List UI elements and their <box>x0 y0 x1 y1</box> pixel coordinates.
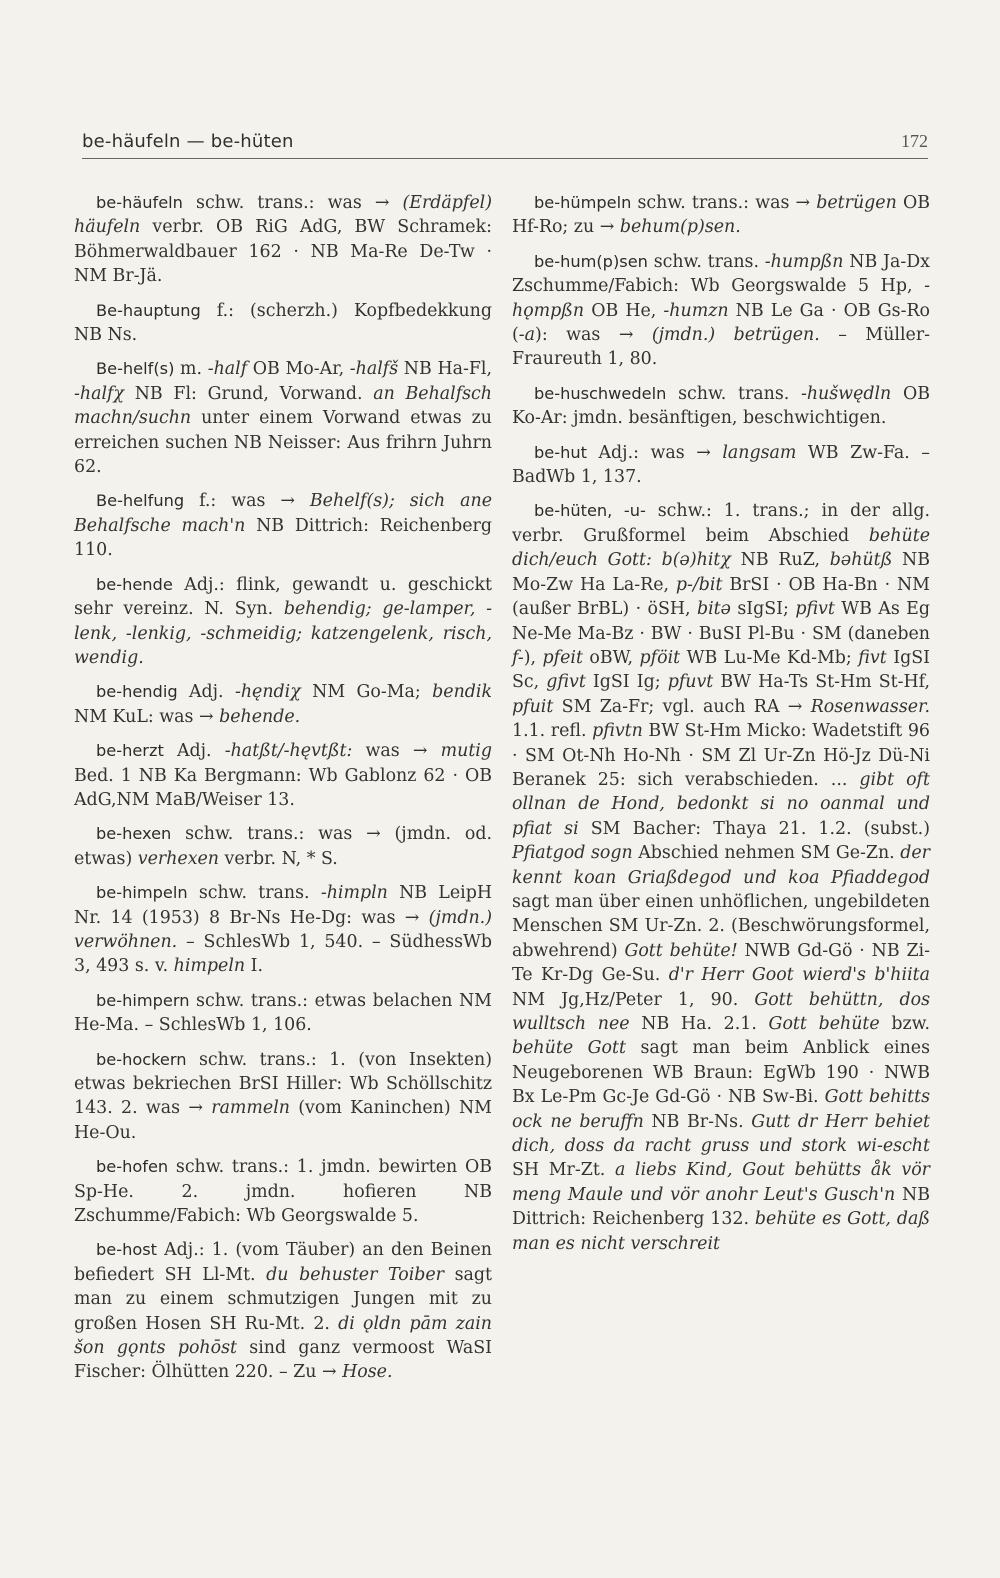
entry-text: Adj. <box>163 741 225 762</box>
entry-text: schw. trans.: 1. (von Insekten) etwas bekriechen BrSI Hiller: Wb Schöllschitz 143. 2. was → <box>74 1049 492 1119</box>
entry-text: verbr. N, * S. <box>219 848 338 869</box>
running-header <box>82 131 928 161</box>
entry-text: sagt man zu einem schmutzigen Jungen mit zu großen Hosen SH Ru-Mt. 2. <box>74 1264 492 1334</box>
entry-headword: Be-hauptung <box>96 300 201 320</box>
entry-italic-text: -hušwędln <box>800 383 892 404</box>
entry-text: WB As Eg Ne-Me Ma-Bz · BW · BuSI Pl-Bu · SM (daneben <box>512 599 931 644</box>
entry-italic-text: rammeln <box>211 1098 290 1119</box>
entry-text: m. <box>174 359 208 380</box>
header-rule <box>82 158 928 159</box>
entry-italic-text: pfuit <box>512 696 554 717</box>
entry-text: WB Lu-Me Kd-Mb; <box>680 647 859 668</box>
entry-italic-text: du behuster Toiber <box>266 1264 444 1285</box>
page-number: 172 <box>901 131 928 151</box>
entry-headword: be-hut <box>534 442 587 462</box>
entry-italic-text: (Erdäpfel) häufeln <box>74 193 492 238</box>
dictionary-entry <box>512 441 930 490</box>
entry-text: bzw. <box>879 1014 931 1034</box>
entry-text: sind ganz vermoost WaSI Fischer: Ölhütten 220. – Zu → <box>74 1338 492 1383</box>
entry-italic-text: behum(p)sen. <box>619 217 741 238</box>
entry-text: BW St-Hm Micko: Wadetstift 96 · SM Ot-Nh Ho-Nh · SM Zl Ur-Zn Hö-Jz Dü-Ni Beranek 25: sich verabschieden. ... <box>512 721 930 790</box>
entry-text: OB Hf-Ro; zu → <box>512 193 930 238</box>
entry-italic-text: f- <box>512 647 524 668</box>
entry-headword: be-hüten, -u- <box>534 501 646 521</box>
entry-italic-text: pfuvt <box>667 672 714 693</box>
entry-italic-text: behende. <box>219 706 301 727</box>
entry-text: NB Dittrich: Reichenberg 132. <box>512 1184 930 1230</box>
entry-italic-text: pfeit <box>542 647 583 668</box>
entry-italic-text: (jmdn.) verwöhnen. <box>74 907 492 952</box>
entry-italic-text: (jmdn.) betrügen. <box>651 325 820 346</box>
entry-italic-text: Gott behüte <box>768 1014 880 1034</box>
entry-text: NM Jg,Hz/Peter 1, 90. <box>512 989 755 1010</box>
entry-text: was → <box>352 741 441 762</box>
entry-text: OB Ko-Ar: jmdn. besänftigen, beschwichtigen. <box>512 383 930 429</box>
dictionary-entry <box>74 1048 492 1146</box>
entry-text: NB Ha-Fl, <box>398 359 493 380</box>
entry-headword: be-himpern <box>96 990 190 1010</box>
entry-text: schw. trans.: was → (jmdn. od. etwas) <box>74 824 492 869</box>
entry-italic-text: a liebs Kind, Gout behütts åk vör meng Maule und vör anohr Leut's Gusch'n <box>512 1160 930 1205</box>
entry-italic-text: Gott behüttn, dos wulltsch nee <box>512 989 931 1034</box>
entry-text: Abschied nehmen SM Ge-Zn. <box>632 843 901 864</box>
entry-text: verbr. OB RiG AdG, BW Schramek: Böhmerwaldbauer 162 · NB Ma-Re De-Tw · NM Br-Jä. <box>74 217 492 287</box>
entry-italic-text: behüte dich/euch Gott: b(ə)hitχ <box>512 525 930 571</box>
entry-text: schw. trans.: etwas belachen NM He-Ma. – SchlesWb 1, 106. <box>74 990 492 1036</box>
dictionary-entry <box>512 382 930 431</box>
entry-text: SM Za-Fr; vgl. auch RA → <box>553 696 811 717</box>
entry-italic-text: -hęndiχ <box>234 682 301 703</box>
entry-text: Adj.: 1. (vom Täuber) an den Beinen befiedert SH Ll-Mt. <box>74 1240 492 1285</box>
dictionary-entry <box>74 573 492 671</box>
entry-italic-text: Gott behitts ock ne beruffn <box>512 1087 931 1132</box>
entry-text: NB Ja-Dx Zschumme/Fabich: Wb Georgswalde 5 Hp, <box>512 251 930 297</box>
entry-italic-text: -hatßt/-hęvtßt: <box>224 741 353 762</box>
entry-italic-text: fivt <box>858 647 887 668</box>
entry-italic-text: langsam <box>722 442 797 463</box>
entry-text: sagt man über einen unhöflichen, ungebildeten Menschen SM Ur-Zn. 2. (Beschwörungsformel, abwehrend) <box>512 891 930 961</box>
entry-text: schw. trans.: was → <box>182 193 403 213</box>
entry-italic-text: bəhütß <box>829 550 893 571</box>
dictionary-entry <box>74 822 492 871</box>
entry-italic-text: -half <box>207 359 248 380</box>
entry-italic-text: -hǫmpßn <box>512 276 930 321</box>
dictionary-entry <box>74 881 492 979</box>
dictionary-entry <box>74 989 492 1038</box>
entry-italic-text: -humzn <box>663 300 729 321</box>
left-column <box>74 191 492 1395</box>
entry-text: NB Ha. 2.1. <box>629 1014 769 1034</box>
dictionary-entry <box>512 191 930 240</box>
entry-text: – SchlesWb 1, 540. – SüdhessWb 3, 493 s. v. <box>74 931 492 977</box>
entry-text: schw. trans.: was → <box>631 193 817 213</box>
entry-text: BrSI · OB Ha-Bn · NM (außer BrBL) · öSH, <box>512 574 930 620</box>
entry-italic-text: Gott behüte! <box>624 940 738 961</box>
entry-italic-text: Gutt dr Herr behiet dich, doss da racht gruss und stork wi-escht <box>512 1111 930 1157</box>
dictionary-entry <box>74 191 492 289</box>
entry-text: NM Go-Ma; <box>300 682 433 703</box>
entry-italic-text: p-/bit <box>675 574 723 595</box>
entry-italic-text: bendik <box>432 682 492 703</box>
dictionary-entry <box>512 250 930 372</box>
dictionary-entry <box>74 489 492 562</box>
entry-text: ), <box>523 647 543 668</box>
entry-italic-text: Behelf(s); sich ane Behalfsche mach'n <box>74 491 492 536</box>
entry-text: Adj.: was → <box>586 442 723 463</box>
entry-text: schw. trans.: 1. jmdn. bewirten OB Sp-He. 2. jmdn. hofieren NB Zschumme/Fabich: Wb Georgswalde 5. <box>74 1157 492 1227</box>
dictionary-entry <box>74 739 492 812</box>
entry-text: NM KuL: was → <box>74 706 220 727</box>
entry-text: OB He, <box>584 300 664 321</box>
entry-headword: Be-helfung <box>96 491 185 511</box>
entry-italic-text: di ǫldn pām zain šon gǫnts pohōst <box>74 1313 492 1359</box>
entry-italic-text: pfivt <box>795 599 835 620</box>
dictionary-entry <box>512 499 930 1256</box>
entry-text: NB Br-Ns. <box>643 1111 752 1132</box>
entry-text: NB LeipH Nr. 14 (1953) 8 Br-Ns He-Dg: was → <box>74 883 492 928</box>
entry-text: sIgSI; <box>730 599 796 620</box>
entry-text: IgSI Ig; <box>585 672 668 693</box>
entry-italic-text: pföit <box>639 647 681 668</box>
entry-text: Bed. 1 NB Ka Bergmann: Wb Gablonz 62 · OB AdG,NM MaB/Weiser 13. <box>74 765 492 810</box>
entry-text: NB Mo-Zw Ha La-Re, <box>512 550 930 595</box>
dictionary-entry <box>74 1238 492 1384</box>
entry-text: f.: was → <box>184 491 310 512</box>
entry-text: SM Bacher: Thaya 21. 1.2. (subst.) <box>578 818 930 839</box>
entry-italic-text: gfivt <box>546 672 586 693</box>
entry-headword: be-herzt <box>96 741 164 761</box>
entry-text: schw. trans. <box>187 883 321 904</box>
dictionary-entry <box>74 357 492 479</box>
entry-italic-text: an Behalfsch machn/suchn <box>74 383 492 429</box>
entry-headword: be-huschwedeln <box>534 383 667 403</box>
entry-text: ): was → <box>535 325 652 346</box>
entry-headword: be-hende <box>96 574 173 594</box>
entry-headword: be-hum(p)sen <box>534 251 648 271</box>
entry-text: I. <box>245 956 264 977</box>
entry-headword: be-hendig <box>96 682 178 702</box>
entry-italic-text: behüte Gott <box>512 1038 626 1059</box>
entry-text: sagt man beim Anblick eines Neugeborenen WB Braun: EgWb 190 · NWB Bx Le-Pm Gc-Je Gd-Gö · NB Sw-Bi. <box>512 1038 930 1108</box>
entry-headword: Be-helf(s) <box>96 359 175 379</box>
entry-italic-text: behüte es Gott, daß man es nicht verschreit <box>512 1209 931 1254</box>
entry-italic-text: behendig; ge-lamper, -lenk, -lenkig, -schmeidig; katzengelenk, risch, wendig. <box>74 599 492 668</box>
entry-italic-text: Rosenwasser. <box>810 696 930 717</box>
entry-text: WB Zw-Fa. – BadWb 1, 137. <box>512 442 930 488</box>
header-title: be-häufeln — be-hüten <box>82 131 294 152</box>
entry-text: schw.: 1. trans.; in der allg. verbr. Grußformel beim Abschied <box>512 501 930 546</box>
entry-text: NB Fl: Grund, Vorwand. <box>123 383 374 404</box>
dictionary-entry <box>74 299 492 348</box>
entry-headword: be-hockern <box>96 1049 187 1069</box>
entry-text: NWB Gd-Gö · NB Zi-Te Kr-Dg Ge-Su. <box>512 940 930 986</box>
entry-text: SH Mr-Zt. <box>512 1160 615 1181</box>
entry-headword: be-hofen <box>96 1157 169 1177</box>
entry-text: – Müller-Fraureuth 1, 80. <box>512 325 931 370</box>
entry-text: Adj. <box>177 682 235 703</box>
entry-text: NB Le Ga · OB Gs-Ro ( <box>512 300 931 346</box>
entry-text: schw. trans. <box>647 251 765 272</box>
entry-headword: be-häufeln <box>96 193 183 212</box>
entry-headword: be-hümpeln <box>534 193 632 212</box>
entry-text: BW Ha-Ts St-Hm St-Hf, <box>713 672 930 693</box>
entry-text: unter einem Vorwand etwas zu erreichen suchen NB Neisser: Aus frihrn Juhrn 62. <box>74 408 492 478</box>
entry-italic-text: himpeln <box>173 956 246 977</box>
entry-italic-text: pfivtn <box>592 721 643 742</box>
entry-italic-text: Hose. <box>342 1362 393 1383</box>
entry-italic-text: d'r Herr Goot wierd's b'hiita <box>668 965 930 986</box>
entry-text: IgSI Sc, <box>512 647 930 693</box>
entry-headword: be-hexen <box>96 824 172 844</box>
entry-italic-text: -halfχ <box>74 383 124 404</box>
entry-text: oBW, <box>582 647 640 668</box>
entry-text: schw. trans. <box>666 383 801 404</box>
entry-italic-text: bitə <box>696 599 731 620</box>
entry-italic-text: -a <box>518 325 536 346</box>
entry-italic-text: verhexen <box>137 848 220 869</box>
entry-italic-text: gibt oft ollnan de Hond, bedonkt si no oanmal und pfiat si <box>512 769 930 839</box>
entry-headword: be-himpeln <box>96 883 188 903</box>
entry-italic-text: der kennt koan Griaßdegod und koa Pfiaddegod <box>512 843 930 888</box>
entry-italic-text: -humpßn <box>764 251 844 272</box>
entry-text: NB Dittrich: Reichenberg 110. <box>74 515 492 561</box>
entry-text: 1.1. refl. <box>512 721 593 742</box>
entry-italic-text: Pfiatgod sogn <box>512 843 633 864</box>
entry-headword: be-host <box>96 1240 158 1260</box>
entry-italic-text: -himpln <box>320 883 388 904</box>
dictionary-entry <box>74 1155 492 1228</box>
right-column <box>512 191 930 1266</box>
entry-text: (vom Kaninchen) NM He-Ou. <box>74 1098 492 1143</box>
entry-text: OB Mo-Ar, <box>247 359 350 380</box>
entry-italic-text: -halfš <box>349 359 399 380</box>
entry-text: Adj.: flink, gewandt u. geschickt sehr vereinz. N. Syn. <box>74 574 492 620</box>
entry-text: NB RuZ, <box>730 550 830 571</box>
entry-text: f.: (scherzh.) Kopfbedekkung NB Ns. <box>74 300 492 346</box>
dictionary-entry <box>74 680 492 729</box>
entry-italic-text: mutig <box>440 741 492 762</box>
entry-italic-text: betrügen <box>816 193 897 213</box>
